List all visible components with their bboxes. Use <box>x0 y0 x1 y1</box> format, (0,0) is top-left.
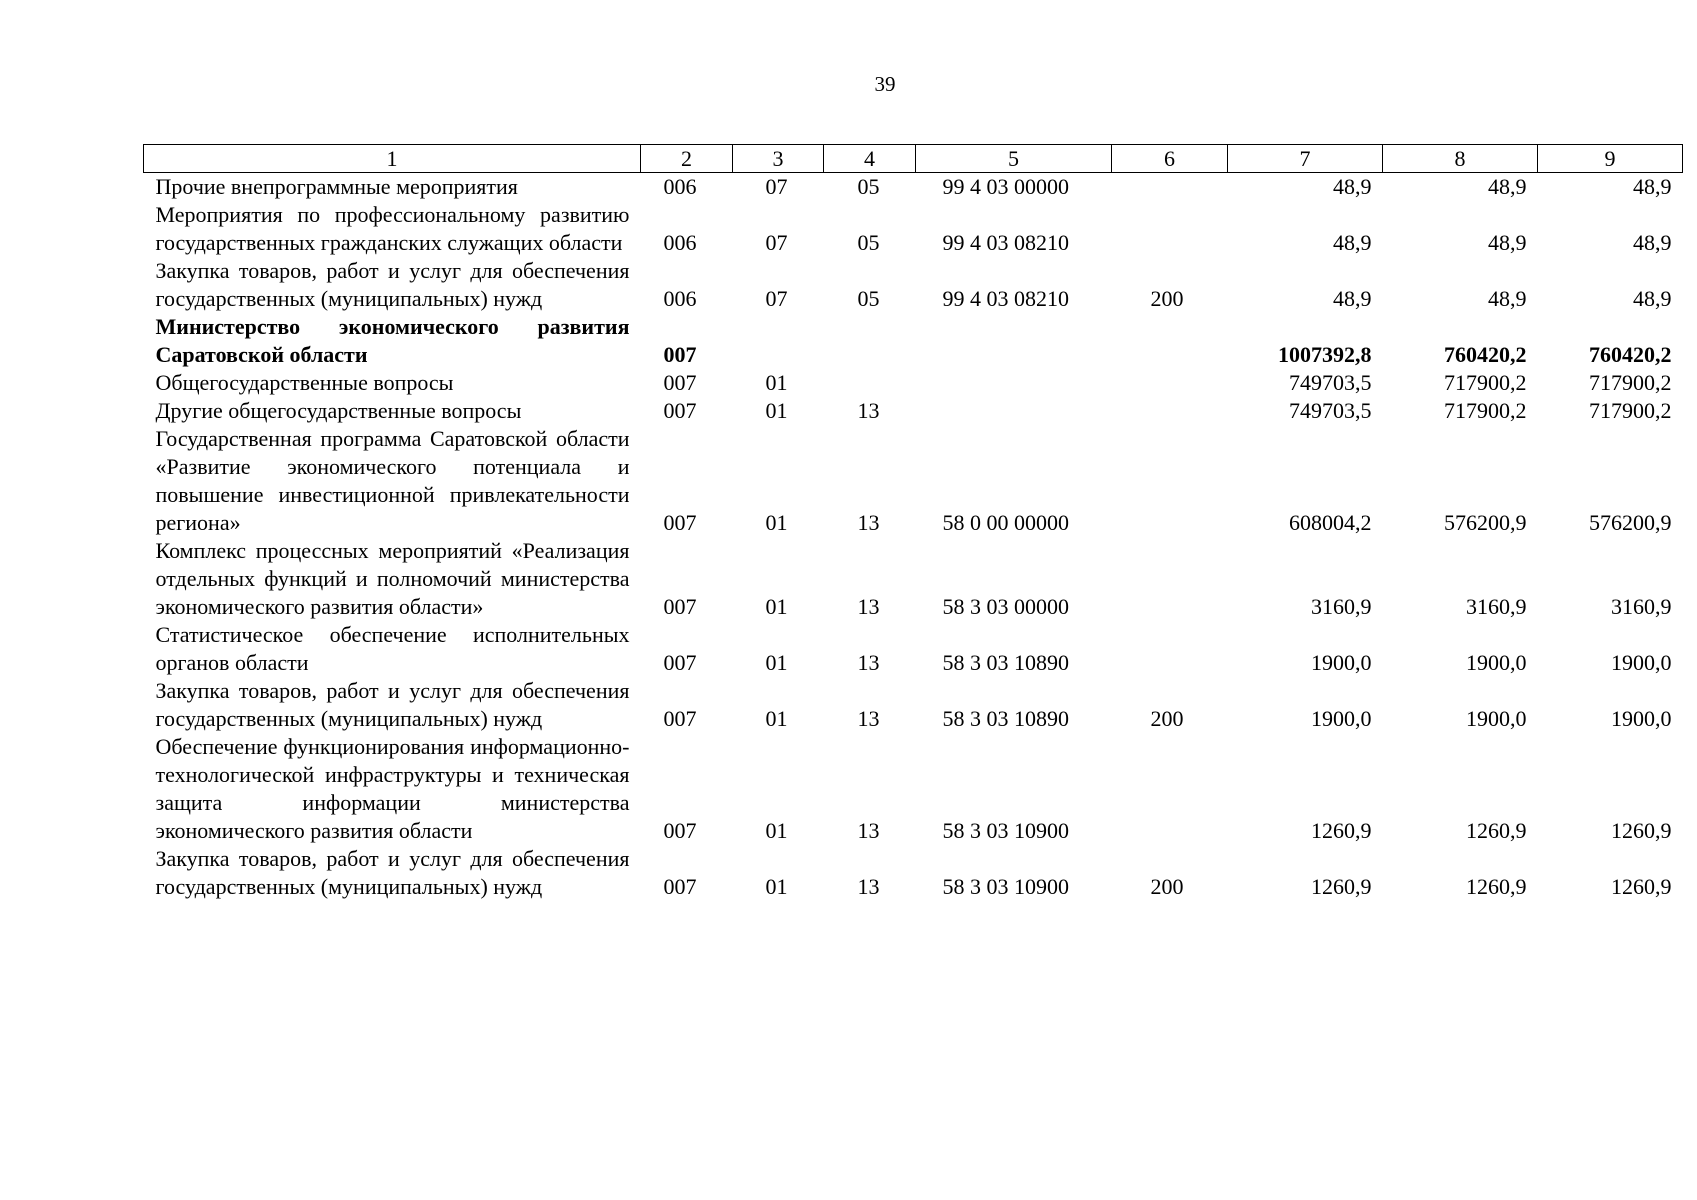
expense-type: 200 <box>1150 706 1184 731</box>
row-name: Статистическое обеспечение исполнительных органов области <box>155 622 630 675</box>
amount-col8: 48,9 <box>1488 174 1527 199</box>
header-cell-1: 1 <box>144 145 641 173</box>
ministry-code: 006 <box>663 286 697 311</box>
subsection-code: 13 <box>857 594 880 619</box>
amount-col8: 48,9 <box>1488 286 1527 311</box>
amount-col8: 1900,0 <box>1466 650 1527 675</box>
section-code: 01 <box>765 370 788 395</box>
target-article: 99 4 03 00000 <box>942 174 1069 199</box>
target-article: 58 3 03 10900 <box>942 874 1069 899</box>
amount-col9: 576200,9 <box>1589 510 1672 535</box>
ministry-code: 007 <box>663 342 697 367</box>
target-article: 58 3 03 10890 <box>942 706 1069 731</box>
amount-col9: 1260,9 <box>1611 874 1672 899</box>
section-code: 07 <box>765 230 788 255</box>
subsection-code: 13 <box>857 398 880 423</box>
table-row <box>144 425 1683 537</box>
table-row <box>144 733 1683 845</box>
section-code: 01 <box>765 398 788 423</box>
subsection-code: 13 <box>857 706 880 731</box>
expense-type <box>1112 369 1228 397</box>
amount-col9: 760420,2 <box>1589 342 1672 367</box>
expense-type <box>1112 537 1228 621</box>
header-cell-4: 4 <box>824 145 916 173</box>
target-article: 99 4 03 08210 <box>942 230 1069 255</box>
table-row <box>144 313 1683 369</box>
table-row <box>144 677 1683 733</box>
table-row <box>144 397 1683 425</box>
subsection-code: 05 <box>857 286 880 311</box>
subsection-code: 13 <box>857 818 880 843</box>
row-name: Министерство экономического развития Саратовской области <box>155 314 630 367</box>
amount-col7: 1260,9 <box>1311 874 1372 899</box>
budget-table <box>143 144 1683 901</box>
header-cell-6: 6 <box>1112 145 1228 173</box>
subsection-code <box>824 313 916 369</box>
amount-col7: 48,9 <box>1333 286 1372 311</box>
amount-col8: 1900,0 <box>1466 706 1527 731</box>
amount-col7: 1900,0 <box>1311 706 1372 731</box>
header-cell-2: 2 <box>641 145 733 173</box>
subsection-code <box>824 369 916 397</box>
target-article: 58 0 00 00000 <box>942 510 1069 535</box>
header-cell-9: 9 <box>1538 145 1683 173</box>
row-name: Другие общегосударственные вопросы <box>155 398 522 423</box>
amount-col9: 1900,0 <box>1611 650 1672 675</box>
section-code: 01 <box>765 874 788 899</box>
row-name: Прочие внепрограммные мероприятия <box>155 174 518 199</box>
target-article <box>916 313 1112 369</box>
target-article: 99 4 03 08210 <box>942 286 1069 311</box>
target-article: 58 3 03 00000 <box>942 594 1069 619</box>
amount-col9: 48,9 <box>1633 286 1672 311</box>
expense-type <box>1112 621 1228 677</box>
amount-col7: 608004,2 <box>1289 510 1372 535</box>
amount-col7: 48,9 <box>1333 230 1372 255</box>
amount-col8: 1260,9 <box>1466 818 1527 843</box>
amount-col8: 760420,2 <box>1444 342 1527 367</box>
row-name: Закупка товаров, работ и услуг для обеспечения государственных (муниципальных) нужд <box>155 846 630 899</box>
row-name: Закупка товаров, работ и услуг для обеспечения государственных (муниципальных) нужд <box>155 678 630 731</box>
expense-type: 200 <box>1150 874 1184 899</box>
table-row <box>144 257 1683 313</box>
section-code: 01 <box>765 510 788 535</box>
expense-type <box>1112 201 1228 257</box>
amount-col9: 1900,0 <box>1611 706 1672 731</box>
amount-col9: 48,9 <box>1633 174 1672 199</box>
ministry-code: 007 <box>663 594 697 619</box>
target-article: 58 3 03 10890 <box>942 650 1069 675</box>
row-name: Закупка товаров, работ и услуг для обеспечения государственных (муниципальных) нужд <box>155 258 630 311</box>
amount-col8: 48,9 <box>1488 230 1527 255</box>
row-name: Комплекс процессных мероприятий «Реализация отдельных функций и полномочий министерства экономического развития области» <box>155 538 630 619</box>
expense-type <box>1112 733 1228 845</box>
ministry-code: 007 <box>663 706 697 731</box>
target-article <box>916 397 1112 425</box>
amount-col8: 717900,2 <box>1444 370 1527 395</box>
subsection-code: 13 <box>857 510 880 535</box>
expense-type <box>1112 425 1228 537</box>
target-article <box>916 369 1112 397</box>
header-cell-5: 5 <box>916 145 1112 173</box>
header-cell-3: 3 <box>733 145 824 173</box>
row-name: Мероприятия по профессиональному развитию государственных гражданских служащих области <box>155 202 630 255</box>
subsection-code: 05 <box>857 230 880 255</box>
expense-type <box>1112 397 1228 425</box>
amount-col9: 717900,2 <box>1589 398 1672 423</box>
expense-type <box>1112 173 1228 202</box>
table-row <box>144 537 1683 621</box>
table-row <box>144 845 1683 901</box>
row-name: Общегосударственные вопросы <box>155 370 454 395</box>
table-row <box>144 201 1683 257</box>
ministry-code: 006 <box>663 174 697 199</box>
amount-col8: 3160,9 <box>1466 594 1527 619</box>
amount-col9: 1260,9 <box>1611 818 1672 843</box>
row-name: Государственная программа Саратовской области «Развитие экономического потенциала и повышение инвестиционной привлекательности региона» <box>155 426 630 535</box>
header-row <box>144 145 1683 173</box>
amount-col9: 3160,9 <box>1611 594 1672 619</box>
section-code: 01 <box>765 650 788 675</box>
amount-col8: 576200,9 <box>1444 510 1527 535</box>
section-code: 07 <box>765 174 788 199</box>
amount-col7: 749703,5 <box>1289 398 1372 423</box>
amount-col7: 749703,5 <box>1289 370 1372 395</box>
section-code: 01 <box>765 706 788 731</box>
amount-col8: 1260,9 <box>1466 874 1527 899</box>
section-code: 01 <box>765 594 788 619</box>
table-row <box>144 369 1683 397</box>
row-name: Обеспечение функционирования информационно-технологической инфраструктуры и техническая защита информации министерства экономического развития области <box>155 734 630 843</box>
amount-col8: 717900,2 <box>1444 398 1527 423</box>
amount-col7: 3160,9 <box>1311 594 1372 619</box>
subsection-code: 13 <box>857 650 880 675</box>
section-code <box>733 313 824 369</box>
ministry-code: 007 <box>663 370 697 395</box>
amount-col9: 717900,2 <box>1589 370 1672 395</box>
ministry-code: 007 <box>663 398 697 423</box>
ministry-code: 007 <box>663 650 697 675</box>
header-cell-8: 8 <box>1383 145 1538 173</box>
table-row <box>144 173 1683 202</box>
section-code: 01 <box>765 818 788 843</box>
header-cell-7: 7 <box>1228 145 1383 173</box>
amount-col7: 1260,9 <box>1311 818 1372 843</box>
amount-col7: 1007392,8 <box>1278 342 1372 367</box>
amount-col7: 48,9 <box>1333 174 1372 199</box>
page-number: 39 <box>874 72 896 96</box>
ministry-code: 007 <box>663 510 697 535</box>
section-code: 07 <box>765 286 788 311</box>
amount-col7: 1900,0 <box>1311 650 1372 675</box>
target-article: 58 3 03 10900 <box>942 818 1069 843</box>
ministry-code: 007 <box>663 874 697 899</box>
subsection-code: 05 <box>857 174 880 199</box>
expense-type <box>1112 313 1228 369</box>
ministry-code: 007 <box>663 818 697 843</box>
expense-type: 200 <box>1150 286 1184 311</box>
ministry-code: 006 <box>663 230 697 255</box>
subsection-code: 13 <box>857 874 880 899</box>
amount-col9: 48,9 <box>1633 230 1672 255</box>
table-row <box>144 621 1683 677</box>
